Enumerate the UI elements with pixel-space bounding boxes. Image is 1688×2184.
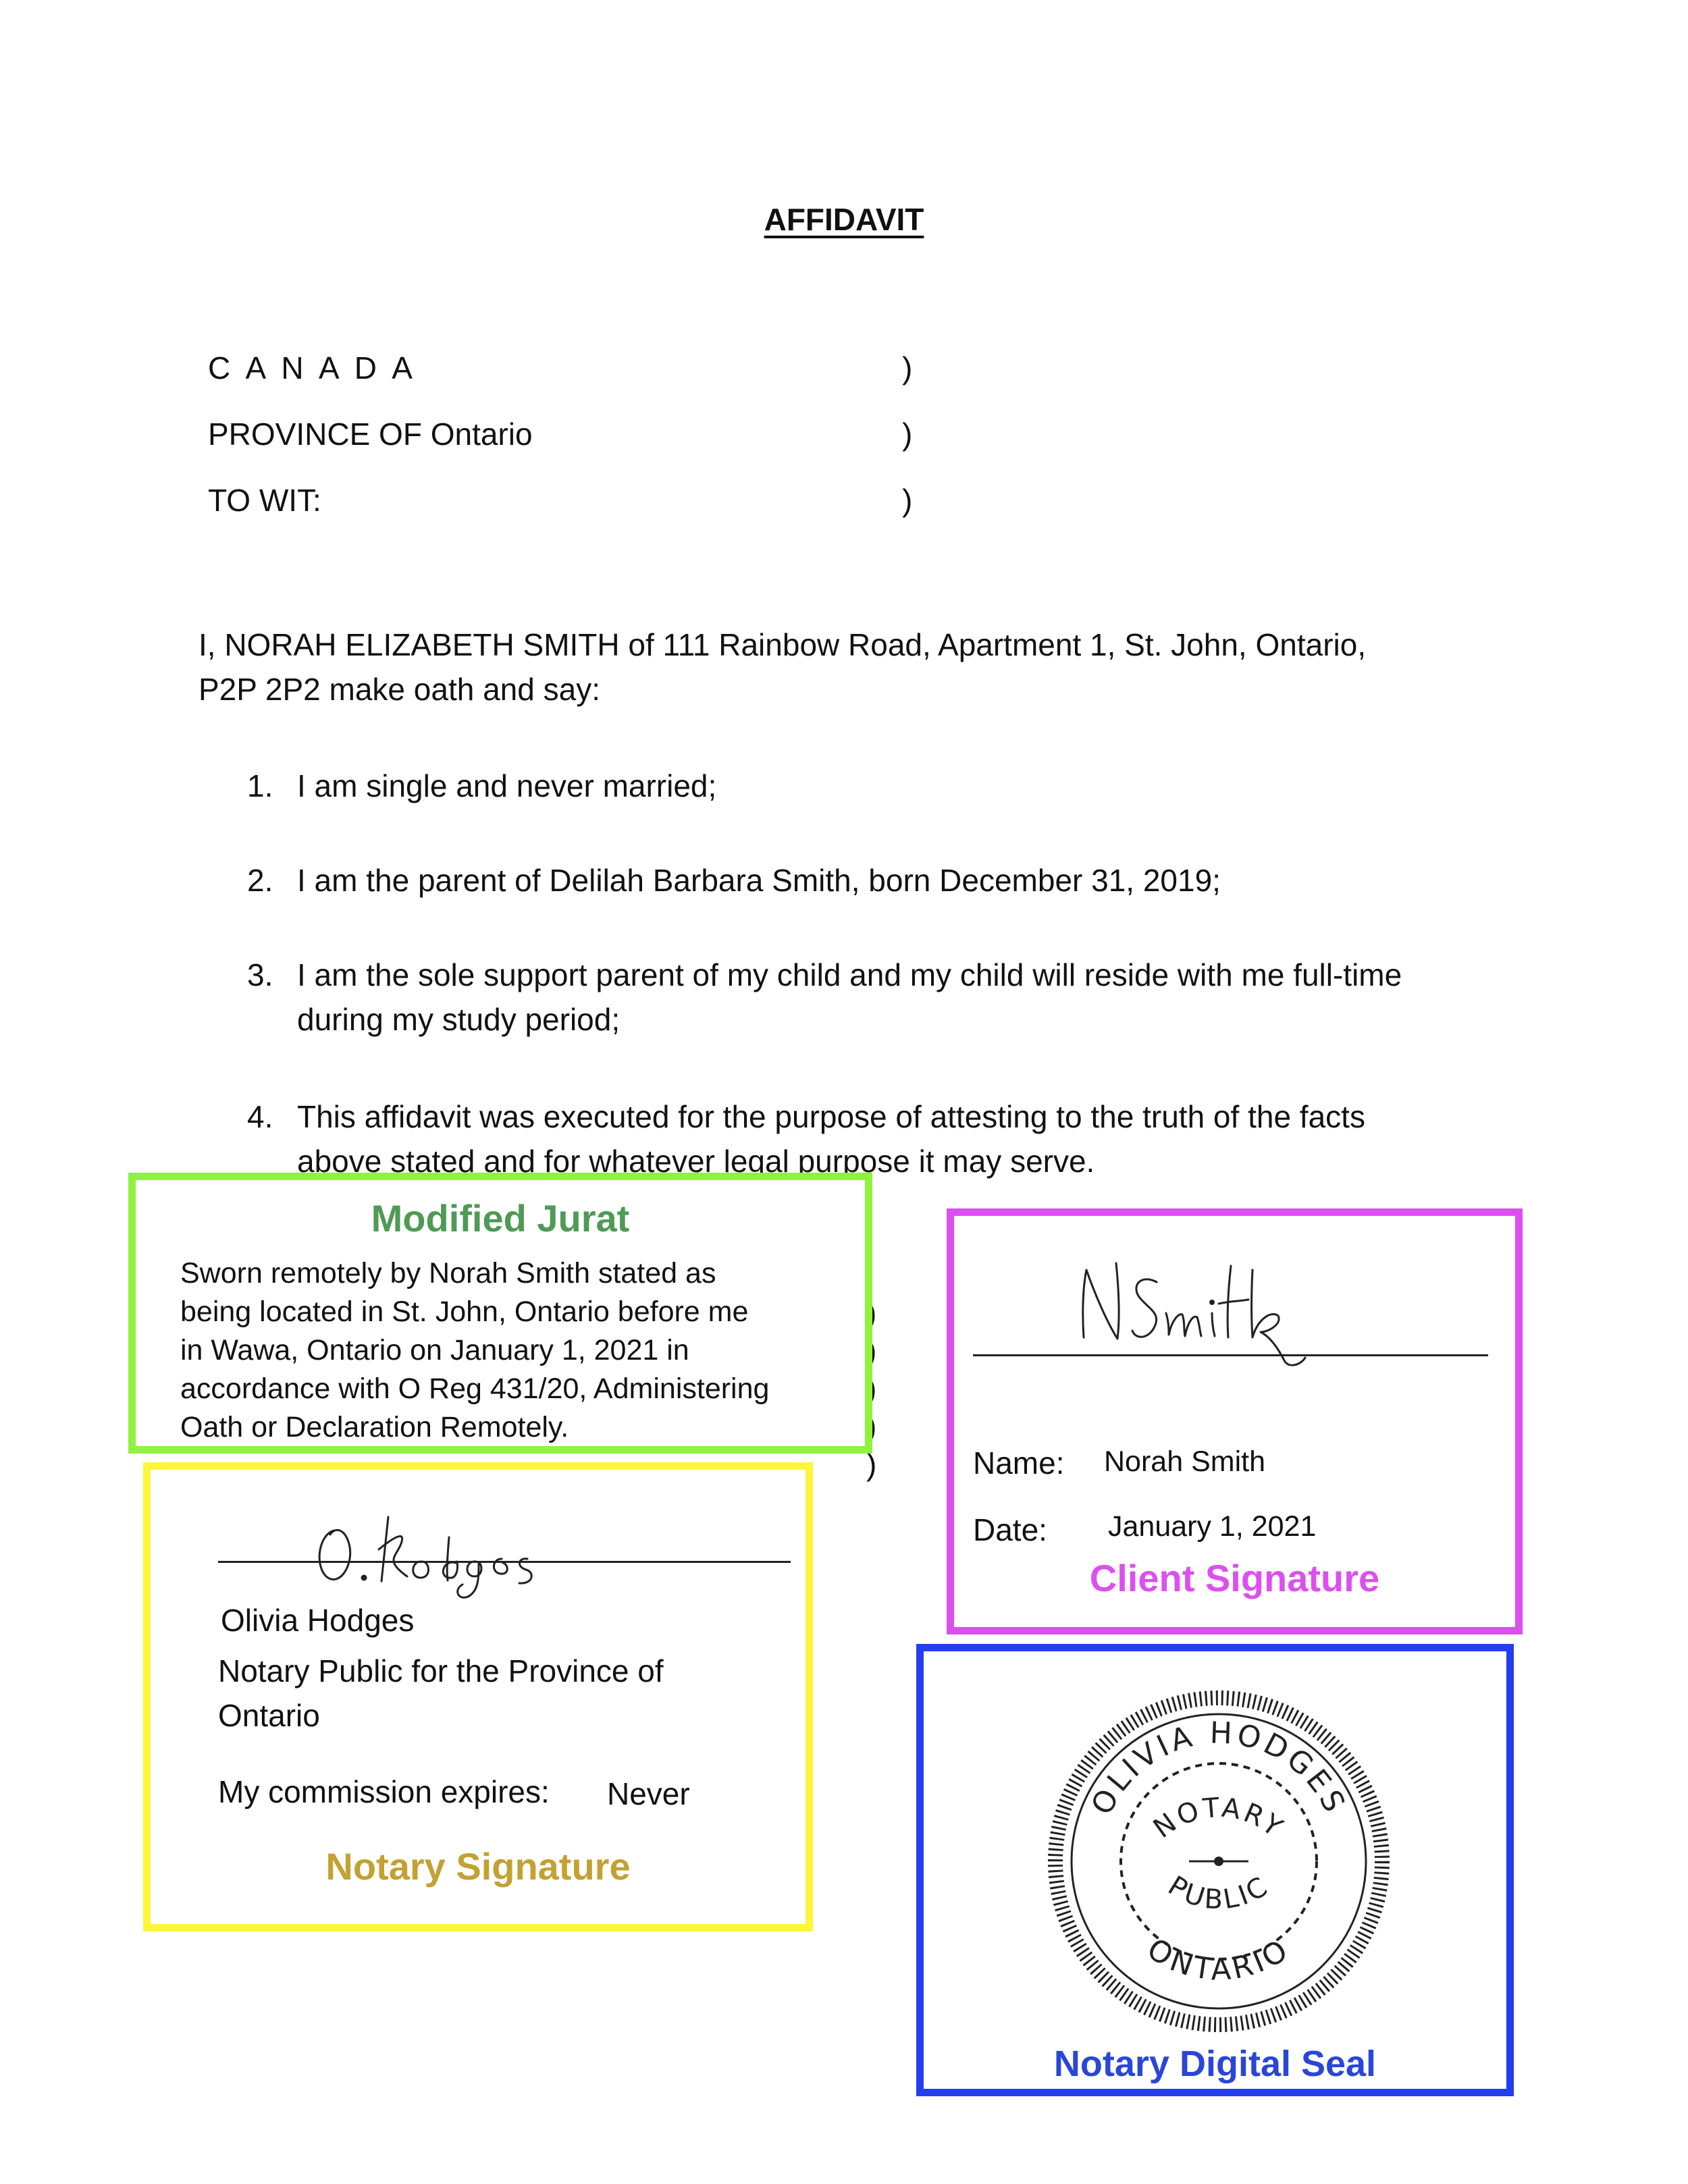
item-text: I am the parent of Delilah Barbara Smith, born December 31, 2019;: [297, 863, 1221, 898]
notary-seal-icon: [1036, 1679, 1401, 2044]
jurat-paren: ): [866, 1296, 877, 1331]
venue-to-wit: TO WIT:: [208, 483, 321, 518]
svg-text:ONTARIO: [1141, 1932, 1296, 1987]
jurat-paren: ): [866, 1371, 877, 1406]
jurat-text: [180, 1254, 769, 1447]
venue-paren: ): [902, 417, 913, 452]
seal-top-text: OLIVIA HODGES: [1084, 1715, 1353, 1821]
venue-country: C A N A D A: [208, 350, 417, 385]
commission-label: My commission expires:: [218, 1774, 550, 1809]
seal-middle-top-text: NOTARY: [1147, 1792, 1290, 1845]
jurat-box: [128, 1173, 872, 1454]
jurat-line: Oath or Declaration Remotely.: [180, 1411, 569, 1443]
svg-text:NOTARY: [1148, 1792, 1290, 1844]
jurat-line: accordance with O Reg 431/20, Administering: [180, 1373, 770, 1405]
item-text: I am single and never married;: [297, 768, 717, 803]
notary-name: Olivia Hodges: [221, 1603, 415, 1638]
svg-text:PUBLIC: [1163, 1870, 1275, 1916]
notary-title: Notary Public for the Province of: [218, 1653, 664, 1688]
item-text-continued: above stated and for whatever legal purpose it may serve.: [297, 1144, 1095, 1179]
item-text-continued: during my study period;: [297, 1002, 621, 1037]
jurat-line: Sworn remotely by Norah Smith stated as: [180, 1257, 716, 1289]
item-number: 2.: [247, 863, 273, 898]
item-number: 1.: [247, 768, 273, 803]
venue-paren: ): [902, 483, 913, 518]
venue-paren: ): [902, 350, 913, 385]
client-signature-box: [947, 1208, 1523, 1634]
notary-seal-label: Notary Digital Seal: [1053, 2044, 1377, 2084]
client-signature-label: Client Signature: [1089, 1557, 1380, 1599]
seal-bottom-text: ONTARIO: [1140, 1932, 1297, 1988]
document-title: AFFIDAVIT: [764, 202, 924, 237]
item-number: 3.: [247, 957, 273, 992]
jurat-paren: ): [866, 1447, 877, 1482]
intro-line-1: I, NORAH ELIZABETH SMITH of 111 Rainbow Road, Apartment 1, St. John, Ontario,: [199, 627, 1367, 662]
notary-signature-box: [143, 1462, 813, 1932]
jurat-label: Modified Jurat: [371, 1197, 630, 1240]
notary-signature-label: Notary Signature: [325, 1845, 631, 1888]
jurat-line: in Wawa, Ontario on January 1, 2021 in: [180, 1334, 689, 1366]
item-number: 4.: [247, 1099, 273, 1134]
client-date-label: Date:: [973, 1512, 1047, 1547]
item-text: I am the sole support parent of my child and my child will reside with me full-time: [297, 957, 1402, 992]
notary-seal-box: [916, 1644, 1514, 2096]
jurat-paren: ): [866, 1333, 877, 1368]
jurat-paren: ): [866, 1409, 877, 1444]
client-handwritten-signature: [1069, 1243, 1312, 1371]
client-date-value: January 1, 2021: [1108, 1510, 1317, 1543]
intro-line-2: P2P 2P2 make oath and say:: [199, 672, 600, 707]
notary-handwritten-signature: [299, 1497, 542, 1605]
client-name-value: Norah Smith: [1104, 1445, 1265, 1478]
notary-title-continued: Ontario: [218, 1698, 320, 1733]
venue-province: PROVINCE OF Ontario: [208, 417, 533, 452]
item-text: This affidavit was executed for the purpose of attesting to the truth of the facts: [297, 1099, 1365, 1134]
jurat-line: being located in St. John, Ontario before me: [180, 1296, 749, 1328]
commission-value: Never: [607, 1776, 690, 1811]
seal-middle-bottom-text: PUBLIC: [1162, 1870, 1275, 1916]
client-name-label: Name:: [973, 1445, 1065, 1481]
